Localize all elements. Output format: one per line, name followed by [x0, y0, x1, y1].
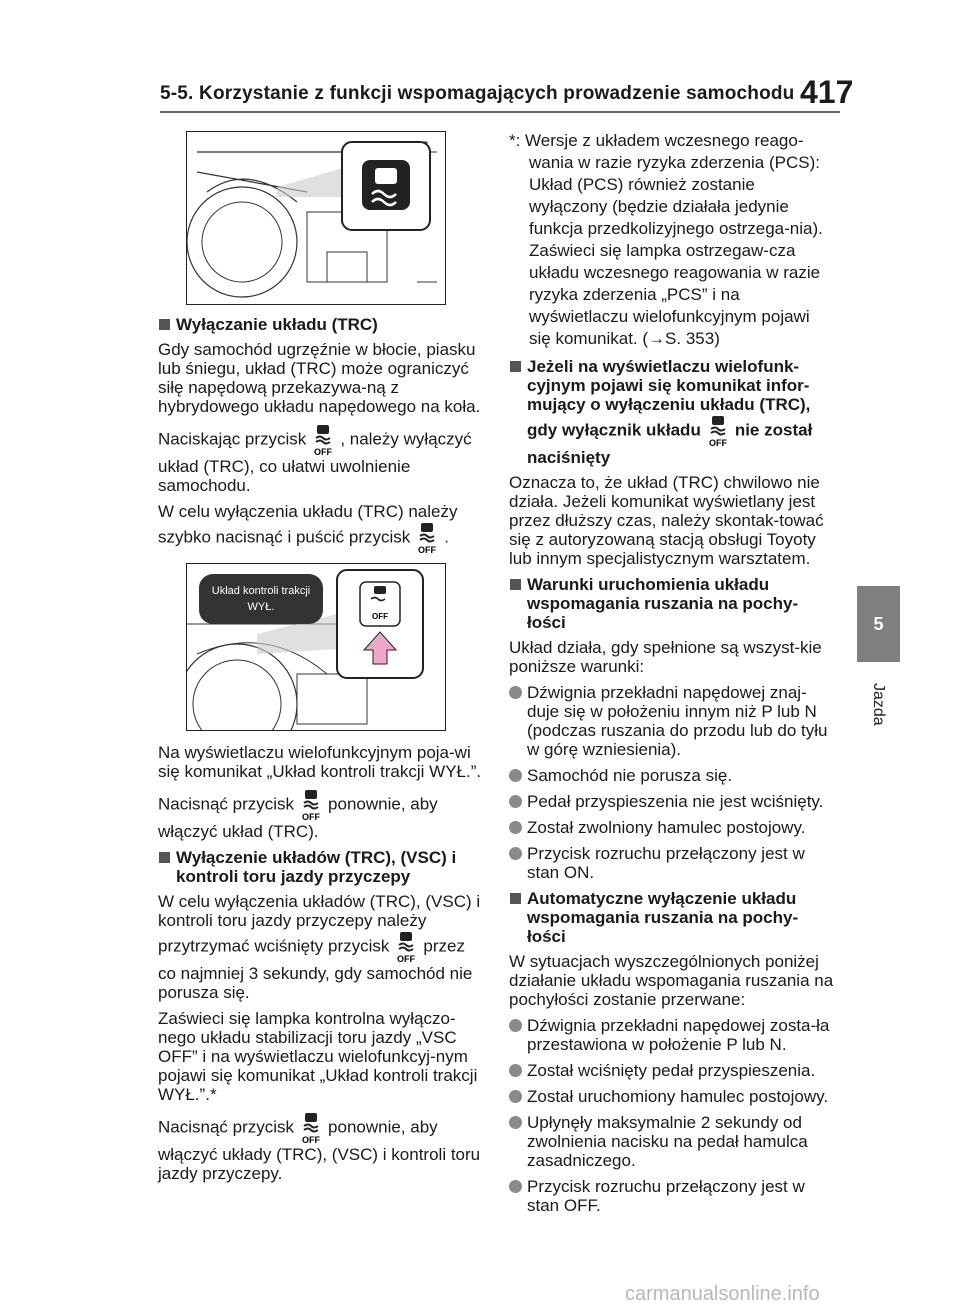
section-trc-off-title: Wyłączanie układu (TRC) — [158, 315, 483, 334]
list-item: Samochód nie porusza się. — [509, 766, 834, 785]
paragraph: Nacisnąć przycisk OFF ponownie, aby włączyć układy (TRC), (VSC) i kontroli toru jazdy przyczepy. — [158, 1111, 483, 1183]
bullet-icon — [509, 821, 522, 834]
paragraph: Gdy samochód ugrzęźnie w błocie, piasku lub śniegu, układ (TRC) może ograniczyć siłę napędową przekazywa-ną z hybrydowego układu napędowego na koła. — [158, 340, 481, 416]
icon-off-text: OFF — [302, 1135, 321, 1145]
trc-off-button-icon — [297, 788, 325, 822]
list-item: Został uruchomiony hamulec postojowy. — [509, 1087, 834, 1106]
paragraph: Oznacza to, że układ (TRC) chwilowo nie działa. Jeżeli komunikat wyświetlany jest przez dłuższy czas, należy skontak-tować się z autoryzowaną stacją obsługi Toyoty lub innym specjalistycznym warsztatem. — [509, 473, 824, 568]
trc-off-button-icon — [297, 1111, 325, 1145]
trc-off-button-icon — [704, 414, 732, 448]
bullet-icon — [509, 1180, 522, 1193]
icon-off-text: OFF — [302, 812, 321, 822]
icon-off-text: OFF — [314, 447, 333, 457]
list-item: Przycisk rozruchu przełączony jest w stan ON. — [509, 844, 834, 882]
bullet-icon — [509, 1019, 522, 1032]
paragraph: Nacisnąć przycisk OFF ponownie, aby włączyć układ (TRC). — [158, 788, 483, 841]
display-message-line1: Układ kontroli trakcji — [211, 585, 311, 597]
paragraph: W celu wyłączenia układu (TRC) należy szybko nacisnąć i puścić przycisk OFF . — [158, 502, 458, 555]
chapter-number: 5 — [873, 613, 884, 634]
bullet-icon — [509, 847, 522, 860]
icon-off-text: OFF — [397, 954, 416, 964]
button-drawing — [187, 564, 445, 730]
list-item: Został wciśnięty pedał przyspieszenia. — [509, 1061, 834, 1080]
paragraph: Układ działa, gdy spełnione są wszyst-kie poniższe warunki: — [509, 638, 822, 676]
right-column — [509, 130, 834, 1222]
list-item: Dźwignia przekładni napędowej zosta-ła przestawiona w położenie P lub N. — [509, 1016, 834, 1054]
section-trc-vsc-off-title: Wyłączenie układów (TRC), (VSC) i kontroli toru jazdy przyczepy — [158, 848, 483, 886]
bullet-icon — [509, 795, 522, 808]
paragraph: W sytuacjach wyszczególnionych poniżej działanie układu wspomagania ruszania na pochyłości zostanie przerwane: — [509, 952, 834, 1009]
display-message-line2: WYŁ. — [247, 601, 275, 613]
footnote: *: Wersje z układem wczesnego reago-wania w razie ryzyka zderzenia (PCS): Układ (PCS) również zostanie wyłączony (będzie działała jedynie funkcja przedkolizyjnego ostrzega-nia). Zaświeci się lampka ostrzegaw-cza układu wczesnego reagowania w razie ryzyka zderzenia „PCS” i na wyświetlaczu wielofunkcyjnym pojawi się komunikat. (→S. 353) — [509, 131, 823, 348]
icon-off-text: OFF — [418, 545, 437, 555]
section-trc-message-title: Jeżeli na wyświetlaczu wielofunk-cyjnym pojawi się komunikat infor-mujący o wyłączeniu układu (TRC), gdy wyłącznik układu OFF nie został naciśnięty — [509, 357, 834, 467]
dashboard-drawing — [187, 132, 445, 304]
list-item: Dźwignia przekładni napędowej znaj-duje się w położeniu innym niż P lub N (podczas ruszania do przodu lub do tyłu w górę wzniesienia). — [509, 683, 834, 759]
paragraph: Zaświeci się lampka kontrolna wyłączo-nego układu stabilizacji toru jazdy „VSC OFF” i na wyświetlaczu wielofunkcyj-nym pojawi się komunikat „Układ kontroli trakcji WYŁ.”.* — [158, 1009, 478, 1104]
bullet-icon — [509, 1064, 522, 1077]
left-column — [158, 131, 483, 1190]
list-item: Upłynęły maksymalnie 2 sekundy od zwolnienia nacisku na pedał hamulca zasadniczego. — [509, 1113, 834, 1170]
trc-off-button-icon — [413, 521, 441, 555]
section-square-icon — [510, 579, 521, 590]
list-item: Przycisk rozruchu przełączony jest w stan OFF. — [509, 1177, 834, 1215]
paragraph: Naciskając przycisk OFF , należy wyłączyć układ (TRC), co ułatwi uwolnienie samochodu. — [158, 423, 483, 495]
chapter-tab[interactable] — [857, 586, 900, 662]
paragraph: W celu wyłączenia układów (TRC), (VSC) i kontroli toru jazdy przyczepy należy przytrzymać wciśnięty przycisk OFF przez co najmniej 3 sekundy, gdy samochód nie porusza się. — [158, 892, 481, 1002]
bullet-icon — [509, 1116, 522, 1129]
header-title: 5-5. Korzystanie z funkcji wspomagających prowadzenie samochodu — [160, 83, 795, 104]
watermark: carmanualsonline.info — [625, 1283, 820, 1305]
icon-off-text: OFF — [708, 438, 727, 448]
section-hill-start-auto-off-title: Automatyczne wyłączenie układu wspomagania ruszania na pochy-łości — [509, 889, 834, 946]
header-divider — [160, 111, 840, 113]
list-item: Został zwolniony hamulec postojowy. — [509, 818, 834, 837]
section-square-icon — [159, 852, 170, 863]
section-square-icon — [159, 319, 170, 330]
chapter-label: Jazda — [870, 682, 887, 726]
page-number: 417 — [800, 74, 854, 110]
section-square-icon — [510, 893, 521, 904]
list-item: Pedał przyspieszenia nie jest wciśnięty. — [509, 792, 834, 811]
trc-off-button-icon — [392, 930, 420, 964]
trc-off-button-icon — [309, 423, 337, 457]
bullet-icon — [509, 686, 522, 699]
bullet-icon — [509, 769, 522, 782]
button-illustration — [186, 563, 446, 731]
section-square-icon — [510, 361, 521, 372]
dashboard-illustration — [186, 131, 446, 305]
button-off-label: OFF — [372, 612, 388, 621]
paragraph: Na wyświetlaczu wielofunkcyjnym poja-wi się komunikat „Układ kontroli trakcji WYŁ.”. — [158, 743, 482, 781]
section-hill-start-conditions-title: Warunki uruchomienia układu wspomagania ruszania na pochy-łości — [509, 575, 834, 632]
bullet-icon — [509, 1090, 522, 1103]
